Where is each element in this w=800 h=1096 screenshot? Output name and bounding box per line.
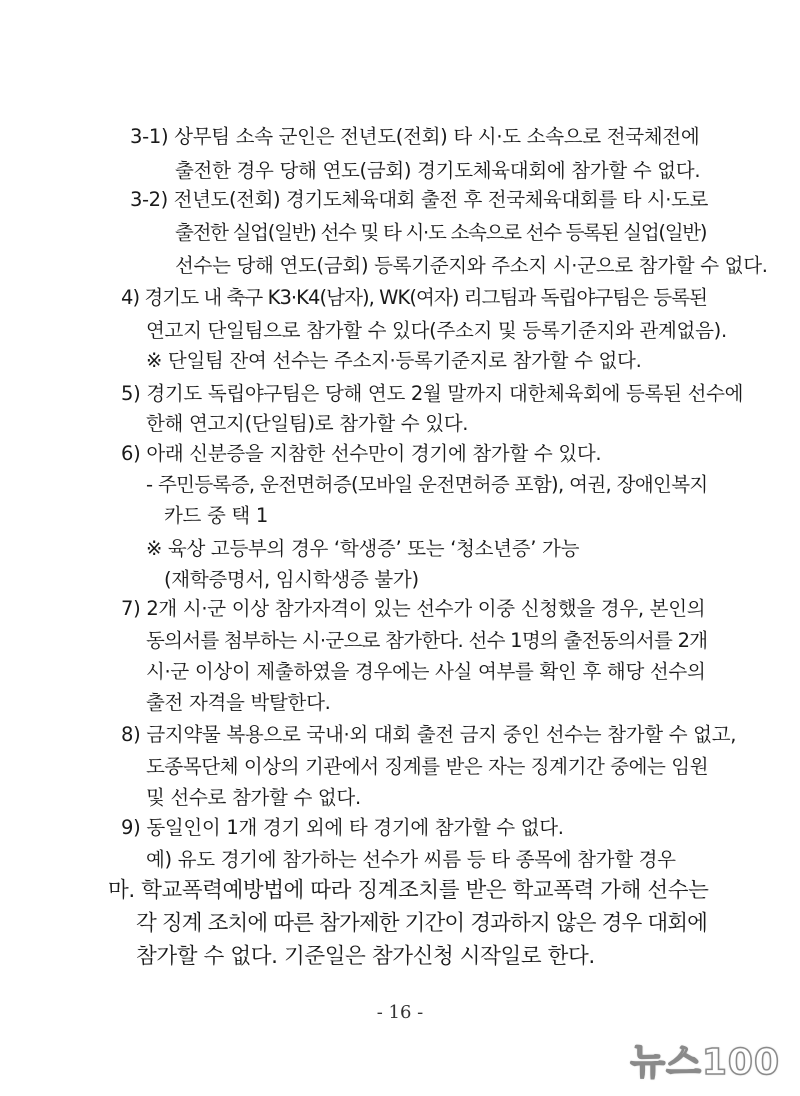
line-8-c: 및 선수로 참가할 수 없다.	[146, 786, 361, 809]
section-ma-a: 마. 학교폭력예방법에 따라 징계조치를 받은 학교폭력 가해 선수는	[108, 878, 709, 903]
line-7-b: 동의서를 첨부하는 시·군으로 참가한다. 선수 1명의 출전동의서를 2개	[146, 629, 708, 652]
line-4-note: ※ 단일팀 잔여 선수는 주소지·등록기준지로 참가할 수 없다.	[146, 349, 642, 372]
line-9-a: 9) 동일인이 1개 경기 외에 타 경기에 참가할 수 없다.	[121, 816, 564, 839]
line-3-1-b: 출전한 경우 당해 연도(금회) 경기도체육대회에 참가할 수 없다.	[175, 159, 701, 182]
line-5-b: 한해 연고지(단일팀)로 참가할 수 있다.	[146, 412, 469, 435]
line-6: 6) 아래 신분증을 지참한 선수만이 경기에 참가할 수 있다.	[121, 442, 602, 465]
line-3-2-c: 선수는 당해 연도(금회) 등록기준지와 주소지 시·군으로 참가할 수 없다.	[175, 254, 768, 277]
section-ma-c: 참가할 수 없다. 기준일은 참가신청 시작일로 한다.	[136, 944, 595, 969]
line-7-d: 출전 자격을 박탈한다.	[146, 691, 331, 714]
line-3-1-a: 3-1) 상무팀 소속 군인은 전년도(전회) 타 시·도 소속으로 전국체전에	[130, 125, 700, 148]
line-4-a: 4) 경기도 내 축구 K3·K4(남자), WK(여자) 리그팀과 독립야구팀은 등록된	[121, 286, 708, 309]
section-ma-b: 각 징계 조치에 따른 참가제한 기간이 경과하지 않은 경우 대회에	[136, 911, 708, 936]
line-3-2-a: 3-2) 전년도(전회) 경기도체육대회 출전 후 전국체육대회를 타 시·도로	[130, 188, 708, 211]
line-4-b: 연고지 단일팀으로 참가할 수 있다(주소지 및 등록기준지와 관계없음).	[146, 319, 727, 342]
watermark-logo: 뉴스100	[630, 1042, 780, 1083]
line-6-id-a: - 주민등록증, 운전면허증(모바일 운전면허증 포함), 여권, 장애인복지	[146, 473, 708, 496]
line-6-note-a: ※ 육상 고등부의 경우 ‘학생증’ 또는 ‘청소년증’ 가능	[146, 537, 580, 560]
line-8-b: 도종목단체 이상의 기관에서 징계를 받은 자는 징계기간 중에는 임원	[146, 755, 709, 778]
page-number: - 16 -	[376, 1002, 424, 1023]
line-6-note-b: (재학증명서, 임시학생증 불가)	[164, 568, 419, 591]
line-5-a: 5) 경기도 독립야구팀은 당해 연도 2월 말까지 대한체육회에 등록된 선수에	[121, 382, 744, 405]
line-7-c: 시·군 이상이 제출하였을 경우에는 사실 여부를 확인 후 해당 선수의	[146, 660, 706, 683]
line-9-example: 예) 유도 경기에 참가하는 선수가 씨름 등 타 종목에 참가할 경우	[146, 848, 676, 871]
line-8-a: 8) 금지약물 복용으로 국내·외 대회 출전 금지 중인 선수는 참가할 수 없고,	[121, 723, 737, 746]
line-6-id-b: 카드 중 택 1	[164, 504, 268, 527]
line-7-a: 7) 2개 시·군 이상 참가자격이 있는 선수가 이중 신청했을 경우, 본인의	[121, 597, 706, 620]
line-3-2-b: 출전한 실업(일반) 선수 및 타 시·도 소속으로 선수 등록된 실업(일반)	[175, 221, 707, 244]
